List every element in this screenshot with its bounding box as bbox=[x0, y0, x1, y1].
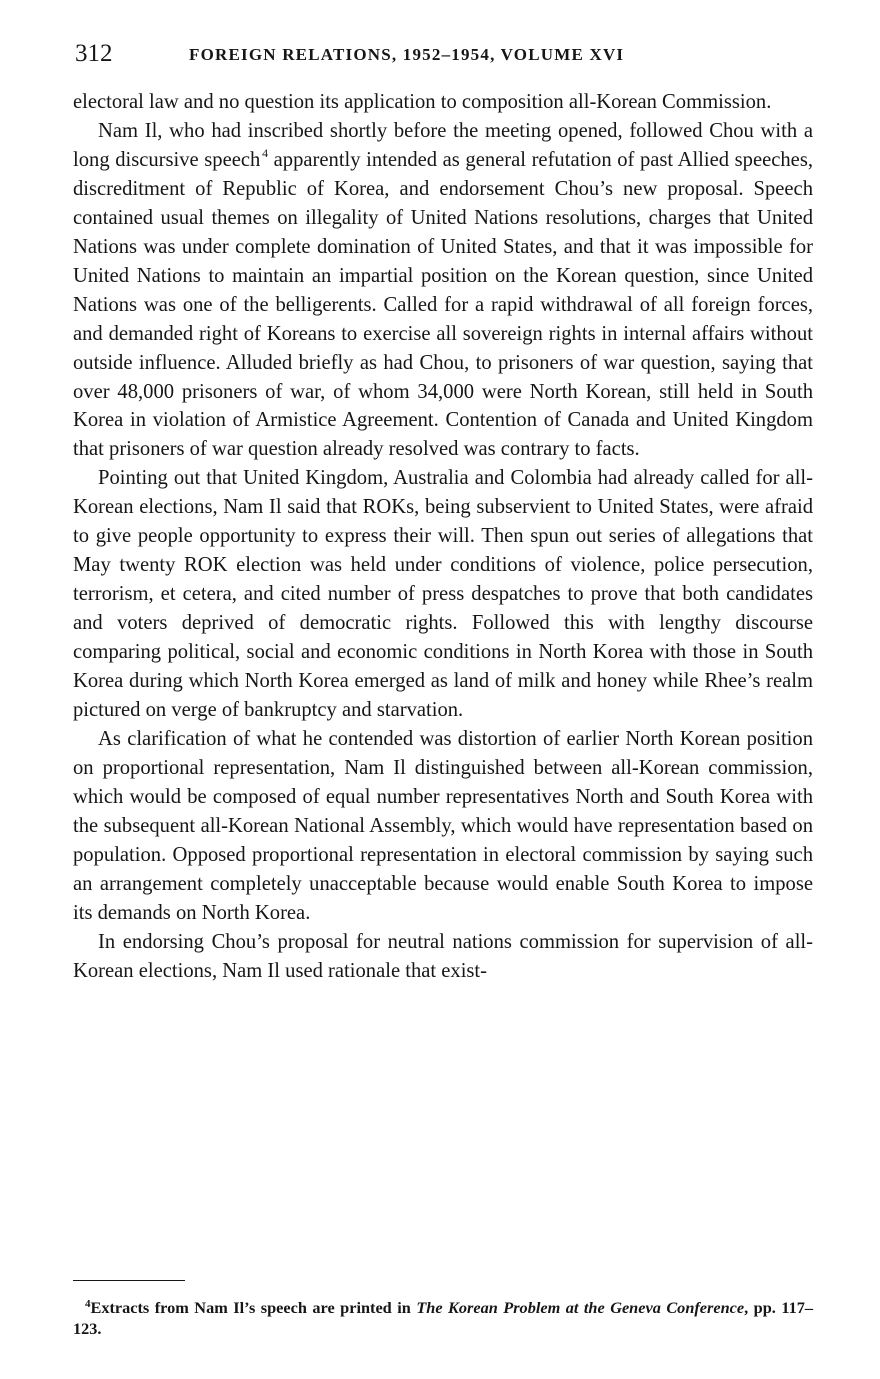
paragraph-3: Pointing out that United Kingdom, Australia and Colombia had already called for all-Korean elections, Nam Il said that ROKs, being subservient to United States, were afraid to give people opportunity to express their will. Then spun out series of allegations that May twenty ROK election was held under conditions of violence, police persecution, terrorism, et cetera, and cited number of press despatches to prove that both candidates and voters deprived of democratic rights. Followed this with lengthy discourse comparing political, social and economic conditions in North Korea with those in South Korea during which North Korea emerged as land of milk and honey while Rhee’s realm pictured on verge of bankruptcy and starvation. bbox=[73, 467, 813, 722]
paragraph-4: As clarification of what he contended was distortion of earlier North Korean position on proportional representation, Nam Il distinguished between all-Korean commission, which would be composed of equal number representatives North and South Korea with the subsequent all-Korean National Assembly, which would have representation based on population. Opposed proportional representation in electoral commission by saying such an arrangement completely unacceptable because would enable South Korea to impose its demands on North Korea. bbox=[73, 727, 813, 924]
footnote-mark: 4 bbox=[85, 1298, 91, 1310]
paragraph-2-text-start: Nam Il, who had inscribed shortly before the meeting opened, followed Chou with a long discursive speech bbox=[73, 119, 813, 171]
paragraph-5: In endorsing Chou’s proposal for neutral nations commission for supervision of all-Korean elections, Nam Il used rationale that exist- bbox=[73, 930, 813, 982]
body-text bbox=[73, 88, 813, 986]
page-header bbox=[75, 38, 815, 70]
page-number: 312 bbox=[75, 40, 113, 67]
footnote-publication-title: The Korean Problem at the Geneva Conference bbox=[416, 1298, 745, 1317]
paragraph-2 bbox=[73, 117, 813, 464]
footnote bbox=[73, 1297, 813, 1339]
paragraph-1: electoral law and no question its application to composition all-Korean Commission. bbox=[73, 91, 772, 113]
paragraph-2-text-end: apparently intended as general refutation of past Allied speeches, discreditment of Republic of Korea, and endorsement Chou’s new proposal. Speech contained usual themes on illegality of United Nations resolutions, charges that United Nations was under complete domination of United States, and that it was impossible for United Nations to maintain an impartial position on the Korean question, since United Nations was one of the belligerents. Called for a rapid withdrawal of all foreign forces, and demanded right of Koreans to exercise all sovereign rights in internal affairs without outside influence. Alluded briefly as had Chou, to prisoners of war question, saying that over 48,000 prisoners of war, of whom 34,000 were North Korean, still held in South Korea in violation of Armistice Agreement. Contention of Canada and United Kingdom that prisoners of war question already resolved was contrary to facts. bbox=[73, 148, 813, 461]
footnote-divider bbox=[73, 1280, 185, 1281]
footnote-text-start: Extracts from Nam Il’s speech are printed in bbox=[90, 1298, 417, 1317]
footnote-reference: 4 bbox=[262, 145, 269, 160]
running-head: FOREIGN RELATIONS, 1952–1954, VOLUME XVI bbox=[189, 45, 625, 64]
footnote-text-end: , pp. 117–123. bbox=[73, 1298, 814, 1338]
